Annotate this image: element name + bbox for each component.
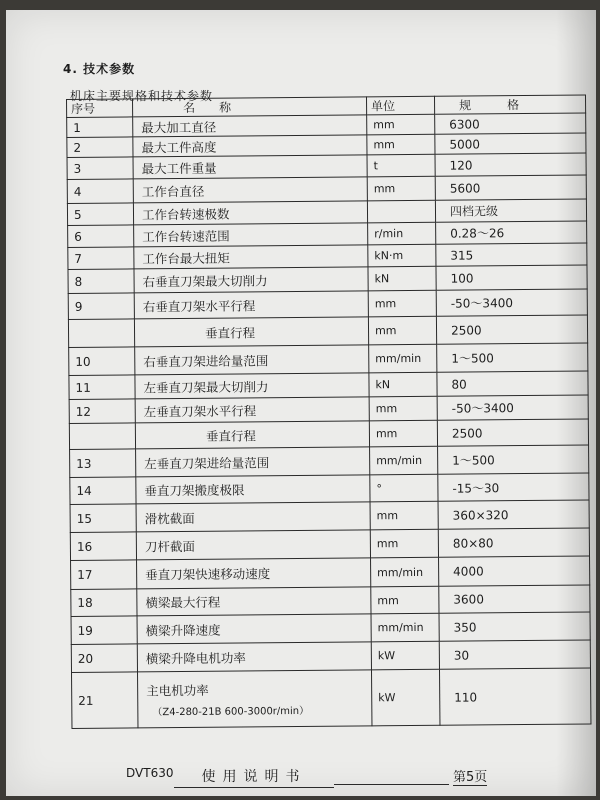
row-unit: mm <box>367 114 435 135</box>
row-unit: mm/min <box>371 613 439 642</box>
row-unit: kN <box>369 372 437 397</box>
row-name: 垂直刀架搬度极限 <box>136 475 370 504</box>
row-name: 最大工件重量 <box>133 155 367 179</box>
row-no: 15 <box>70 504 136 533</box>
row-unit: mm <box>367 176 435 201</box>
row-unit: mm <box>369 396 437 421</box>
row-unit: mm <box>368 316 436 345</box>
row-name: 横梁升降速度 <box>137 614 371 644</box>
row-no: 13 <box>70 449 136 478</box>
row-spec: -50～3400 <box>437 395 588 420</box>
footer-title: 使用说明书 <box>174 766 334 788</box>
table-row <box>69 343 588 376</box>
row-no: 20 <box>71 644 137 673</box>
table-caption: 机床主要规格和技术参数 <box>70 89 214 103</box>
row-no: 4 <box>67 179 133 204</box>
footer-model: DVT630 <box>126 766 174 780</box>
row-unit: mm <box>367 134 435 155</box>
row-no: 7 <box>68 247 134 270</box>
row-spec: 5600 <box>435 175 586 200</box>
row-name: 工作台最大扭矩 <box>134 245 368 269</box>
row-no: 19 <box>71 616 137 645</box>
row-no: 14 <box>70 477 136 505</box>
row-name: 左垂直刀架最大切削力 <box>135 373 369 399</box>
row-name: 右垂直刀架最大切削力 <box>134 267 368 293</box>
header-unit: 单位 <box>366 96 434 115</box>
row-no: 16 <box>70 532 136 561</box>
row-spec: 350 <box>439 612 590 641</box>
table-row <box>72 668 591 729</box>
row-name: 横梁最大行程 <box>137 587 371 616</box>
row-spec: 360×320 <box>438 500 589 529</box>
header-spec: 规 格 <box>434 95 585 114</box>
row-no <box>69 423 135 450</box>
row-name: 右垂直刀架水平行程 <box>134 291 368 319</box>
row-unit: r/min <box>368 222 436 245</box>
table-row <box>71 640 590 673</box>
row-no: 2 <box>67 137 133 158</box>
row-spec: 110 <box>439 668 590 725</box>
page-footer <box>6 766 596 786</box>
row-no: 9 <box>68 293 134 320</box>
row-name: 工作台直径 <box>133 177 367 203</box>
row-no: 1 <box>67 117 133 138</box>
row-name: 垂直行程 <box>135 421 369 449</box>
row-no: 5 <box>67 203 133 226</box>
row-spec: -50～3400 <box>436 289 587 316</box>
table-row <box>70 500 589 533</box>
row-name: 左垂直刀架进给量范围 <box>136 447 370 477</box>
row-no <box>68 319 134 348</box>
row-spec: 1～500 <box>438 445 589 474</box>
table-row <box>68 315 587 348</box>
row-name: 垂直刀架快速移动速度 <box>137 558 371 589</box>
table-row <box>71 612 590 645</box>
row-spec: 3600 <box>439 585 590 613</box>
row-name: 右垂直刀架进给量范围 <box>135 345 369 375</box>
row-unit: mm/min <box>371 557 439 587</box>
row-unit: mm/min <box>369 344 437 373</box>
row-spec: 315 <box>436 243 587 266</box>
row-name: 最大工件高度 <box>133 135 367 157</box>
spec-table <box>66 94 591 729</box>
row-spec: 100 <box>436 265 587 290</box>
row-unit: mm <box>371 586 439 614</box>
row-unit: kW <box>371 669 439 726</box>
header-no: 序号 <box>67 99 133 118</box>
row-name-cell <box>138 670 372 728</box>
row-spec: 2500 <box>436 315 587 344</box>
row-no: 11 <box>69 375 135 400</box>
row-unit <box>367 200 435 223</box>
row-spec: -15～30 <box>438 473 589 501</box>
row-unit: ° <box>370 474 438 502</box>
manual-page <box>6 10 596 796</box>
row-spec: 30 <box>439 640 590 669</box>
row-unit: mm <box>368 290 436 317</box>
row-no: 12 <box>69 399 135 424</box>
row-spec: 0.28～26 <box>436 221 587 244</box>
row-unit: mm <box>370 529 438 558</box>
row-spec: 1～500 <box>437 343 588 372</box>
header-name: 名 称 <box>133 97 367 117</box>
row-name: 垂直行程 <box>134 317 368 347</box>
row-spec: 四档无级 <box>435 199 586 222</box>
row-name-sub: （Z4-280-21B 600-3000r/min） <box>152 705 310 719</box>
row-unit: kN <box>368 266 436 291</box>
row-unit: mm/min <box>370 446 438 475</box>
row-no: 6 <box>68 225 134 248</box>
row-no: 17 <box>71 560 137 590</box>
row-spec: 4000 <box>439 556 590 586</box>
row-unit: mm <box>369 420 437 447</box>
row-no: 21 <box>72 672 138 729</box>
row-spec: 80×80 <box>438 528 589 557</box>
row-unit: t <box>367 154 435 177</box>
row-name: 主电机功率 <box>146 682 209 699</box>
table-row <box>71 556 590 590</box>
row-spec: 80 <box>437 371 588 396</box>
row-name: 工作台转速极数 <box>133 201 367 225</box>
row-name: 横梁升降电机功率 <box>137 642 371 672</box>
row-spec: 2500 <box>437 419 588 446</box>
row-name: 最大加工直径 <box>133 115 367 137</box>
row-spec: 6300 <box>435 113 586 134</box>
section-title: 4. 技术参数 <box>63 62 136 76</box>
footer-page-number: 第5页 <box>453 766 487 786</box>
table-row <box>70 445 589 478</box>
row-name: 刀杆截面 <box>136 530 370 560</box>
table-row <box>70 528 589 561</box>
row-no: 3 <box>67 157 133 180</box>
row-name: 滑枕截面 <box>136 502 370 532</box>
row-spec: 120 <box>435 153 586 176</box>
row-name: 工作台转速范围 <box>134 223 368 247</box>
row-spec: 5000 <box>435 133 586 154</box>
row-no: 10 <box>69 347 135 376</box>
footer-rule <box>334 784 449 785</box>
row-no: 18 <box>71 589 137 617</box>
row-no: 8 <box>68 269 134 294</box>
row-name: 左垂直刀架水平行程 <box>135 397 369 423</box>
row-unit: kN·m <box>368 244 436 267</box>
row-unit: mm <box>370 501 438 530</box>
row-unit: kW <box>371 641 439 670</box>
